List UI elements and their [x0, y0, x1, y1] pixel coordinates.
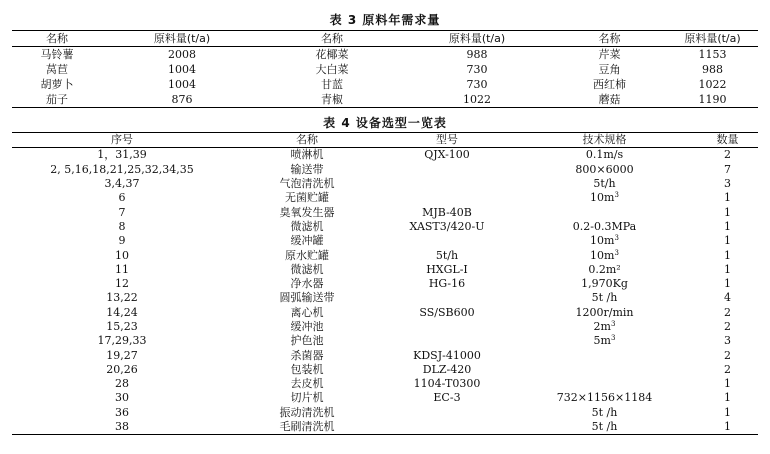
table4-header-cell: 名称	[232, 133, 382, 148]
table-cell: 28	[115, 377, 129, 391]
table-row	[12, 263, 758, 277]
table-cell: 2	[724, 320, 731, 333]
table-cell: 青椒	[321, 92, 343, 106]
table-cell: 缓冲池	[290, 320, 324, 333]
table-cell: 10	[115, 248, 129, 262]
table-cell: 2	[724, 305, 731, 319]
table-cell: $10m^3$	[590, 234, 619, 248]
table-cell	[382, 334, 512, 348]
table-cell: 3,4,37	[104, 177, 140, 191]
table-cell: 3	[724, 334, 731, 348]
table-cell: 1153	[698, 47, 727, 61]
table-cell: 大白菜	[315, 62, 349, 76]
table-row	[12, 177, 758, 191]
table-cell: 微滤机	[290, 262, 324, 276]
table-cell: HXGL-I	[426, 262, 468, 276]
table-cell: XAST3/420-U	[409, 219, 485, 233]
table-row	[12, 47, 758, 63]
table-cell: HG-16	[428, 277, 466, 291]
table-row	[12, 62, 758, 77]
table4-header-cell: 型号	[382, 133, 512, 148]
table-cell: 1,970Kg	[581, 277, 628, 291]
table-row	[12, 320, 758, 334]
table-cell: 732×1156×1184	[556, 391, 653, 405]
table-cell: 净水器	[290, 277, 324, 291]
table-cell: 3	[724, 177, 731, 191]
table-cell: 西红柿	[593, 77, 626, 91]
table-cell: 护色池	[290, 334, 324, 348]
table-cell	[382, 406, 512, 420]
table-cell	[382, 320, 512, 334]
table-row	[12, 391, 758, 405]
table-cell: 4	[724, 291, 731, 305]
table-cell: 8	[118, 219, 126, 233]
table-cell	[382, 191, 512, 205]
table-cell: 15,23	[106, 320, 138, 333]
table-cell: 5t /h	[591, 420, 618, 434]
table-row	[12, 248, 758, 262]
table-cell: $10m^3$	[590, 191, 619, 205]
table-cell: 1022	[463, 92, 491, 106]
table-cell: 缓冲罐	[290, 234, 324, 248]
table-cell: 5t/h	[593, 177, 616, 191]
table-row	[12, 363, 758, 377]
table-cell: 7	[118, 205, 126, 219]
table-cell: 马铃薯	[40, 47, 74, 61]
table-cell: 2	[724, 148, 731, 162]
table-cell: 5t /h	[591, 405, 618, 419]
table-cell: EC-3	[433, 391, 461, 405]
table-cell: 毛刷清洗机	[279, 420, 335, 434]
table3-header-cell: 名称	[12, 31, 102, 47]
table-cell: 2008	[168, 47, 196, 61]
table4-caption: 表 4 设备选型一览表	[323, 116, 447, 130]
table-cell: 6	[118, 191, 126, 205]
table-cell: 振动清洗机	[279, 405, 335, 419]
table-cell: 1200r/min	[575, 305, 634, 319]
table-row	[12, 220, 758, 234]
table-cell: 圆弧输送带	[279, 291, 335, 305]
table-cell: 微滤机	[290, 219, 324, 233]
table-cell: 36	[115, 405, 129, 419]
table-cell	[382, 420, 512, 435]
table-cell: 1004	[168, 62, 196, 76]
table-cell: 胡萝卜	[40, 77, 74, 91]
table-cell: 9	[118, 234, 126, 248]
table-cell: 2	[724, 362, 731, 376]
table3-header-cell: 原料量(t/a)	[667, 31, 758, 47]
table-cell	[382, 163, 512, 177]
table-cell: 无菌贮罐	[285, 191, 329, 205]
table-cell	[382, 234, 512, 248]
table-cell: 7	[724, 162, 731, 176]
table-cell: 离心机	[290, 305, 324, 319]
table-row	[12, 191, 758, 205]
table-cell: KDSJ-41000	[413, 348, 481, 362]
table-cell: 1	[724, 262, 731, 276]
table-cell: 1022	[698, 77, 727, 91]
table-cell: 莴苣	[46, 62, 68, 76]
table-cell: 876	[171, 92, 193, 106]
raw-material-table	[12, 30, 758, 108]
table-cell: 1	[724, 277, 731, 291]
table-cell: 1	[724, 191, 731, 205]
table-cell: $10m^3$	[590, 248, 619, 262]
table-cell: 1104-T0300	[413, 377, 481, 391]
table3-header-cell: 原料量(t/a)	[102, 31, 262, 47]
table-cell: 豆角	[598, 62, 621, 76]
table-row	[12, 291, 758, 305]
table-cell: 去皮机	[290, 377, 324, 391]
table-row	[12, 377, 758, 391]
table-cell: 茄子	[46, 92, 68, 106]
table-cell: 5t /h	[591, 291, 618, 305]
table-cell: 38	[115, 420, 129, 434]
table-cell	[512, 363, 697, 377]
table-cell	[512, 377, 697, 391]
table3-caption: 表 3 原料年需求量	[329, 13, 441, 27]
table-cell	[512, 348, 697, 362]
table-cell: 1190	[698, 92, 727, 106]
table-cell	[382, 291, 512, 305]
table4-header-cell: 序号	[12, 133, 232, 148]
table-row	[12, 420, 758, 435]
table-cell: 原水贮罐	[285, 248, 329, 262]
table-row	[12, 306, 758, 320]
table-row	[12, 334, 758, 348]
table-row	[12, 92, 758, 108]
table-cell: 0.2m²	[588, 262, 621, 276]
table-cell: 1	[724, 377, 731, 391]
table-cell: 包装机	[290, 362, 324, 376]
table-cell: 730	[466, 77, 488, 91]
table-cell: 11	[115, 262, 129, 276]
table-row	[12, 348, 758, 362]
table-cell: 0.2-0.3MPa	[572, 219, 637, 233]
table-cell: 蘑菇	[598, 92, 621, 106]
table3-header-cell: 名称	[262, 31, 402, 47]
table-cell: $2m^3$	[593, 320, 616, 333]
table-cell: 2	[724, 348, 731, 362]
table-row	[12, 77, 758, 92]
table-cell: 输送带	[290, 162, 324, 176]
table-cell: 1	[724, 219, 731, 233]
table4-header-cell: 数量	[697, 133, 758, 148]
table3-header-cell: 名称	[552, 31, 667, 47]
table-cell: $5m^3$	[593, 334, 616, 348]
table-cell: 1	[724, 405, 731, 419]
table-cell: 800×6000	[575, 162, 634, 176]
table-cell: 988	[702, 62, 723, 76]
table-cell: QJX-100	[424, 148, 470, 162]
table-cell: DLZ-420	[422, 362, 472, 376]
table-cell: 芹菜	[598, 47, 621, 61]
table-cell: 0.1m/s	[585, 148, 624, 162]
table-cell: MJB-40B	[422, 205, 472, 219]
table-cell: 臭氧发生器	[279, 205, 335, 219]
table-cell: 1，31,39	[97, 148, 147, 162]
table-cell: 5t/h	[435, 248, 459, 262]
equipment-table	[12, 132, 758, 435]
table-cell	[512, 205, 697, 219]
table3-header-cell: 原料量(t/a)	[402, 31, 552, 47]
table-cell: 1	[724, 234, 731, 248]
table-row	[12, 163, 758, 177]
table-row	[12, 148, 758, 163]
table-cell: 988	[466, 47, 488, 61]
table-cell: 14,24	[106, 305, 138, 319]
table-cell: 20,26	[106, 362, 138, 376]
table-cell: 1004	[168, 77, 196, 91]
table-cell: 杀菌器	[290, 348, 324, 362]
table-cell: 1	[724, 248, 731, 262]
table-row	[12, 406, 758, 420]
table-cell: 气泡清洗机	[279, 177, 335, 191]
table-cell: 12	[115, 277, 129, 291]
table-cell: 730	[466, 62, 488, 76]
table-cell: 19,27	[106, 348, 138, 362]
table-cell	[382, 177, 512, 191]
table-cell: 喷淋机	[290, 148, 324, 162]
table-cell: 30	[115, 391, 129, 405]
table-row	[12, 205, 758, 219]
table-cell: 花椰菜	[315, 47, 349, 61]
table-cell: SS/SB600	[419, 305, 475, 319]
table-cell: 甘蓝	[321, 77, 343, 91]
table-cell: 1	[724, 391, 731, 405]
table-cell: 切片机	[290, 391, 324, 405]
table-cell: 1	[724, 420, 731, 434]
table4-header-cell: 技术规格	[512, 133, 697, 148]
table-cell: 2, 5,16,18,21,25,32,34,35	[50, 162, 194, 176]
table-cell: 17,29,33	[97, 334, 147, 348]
table-row	[12, 234, 758, 248]
table-cell: 1	[724, 205, 731, 219]
table-row	[12, 277, 758, 291]
table-cell: 13,22	[106, 291, 138, 305]
